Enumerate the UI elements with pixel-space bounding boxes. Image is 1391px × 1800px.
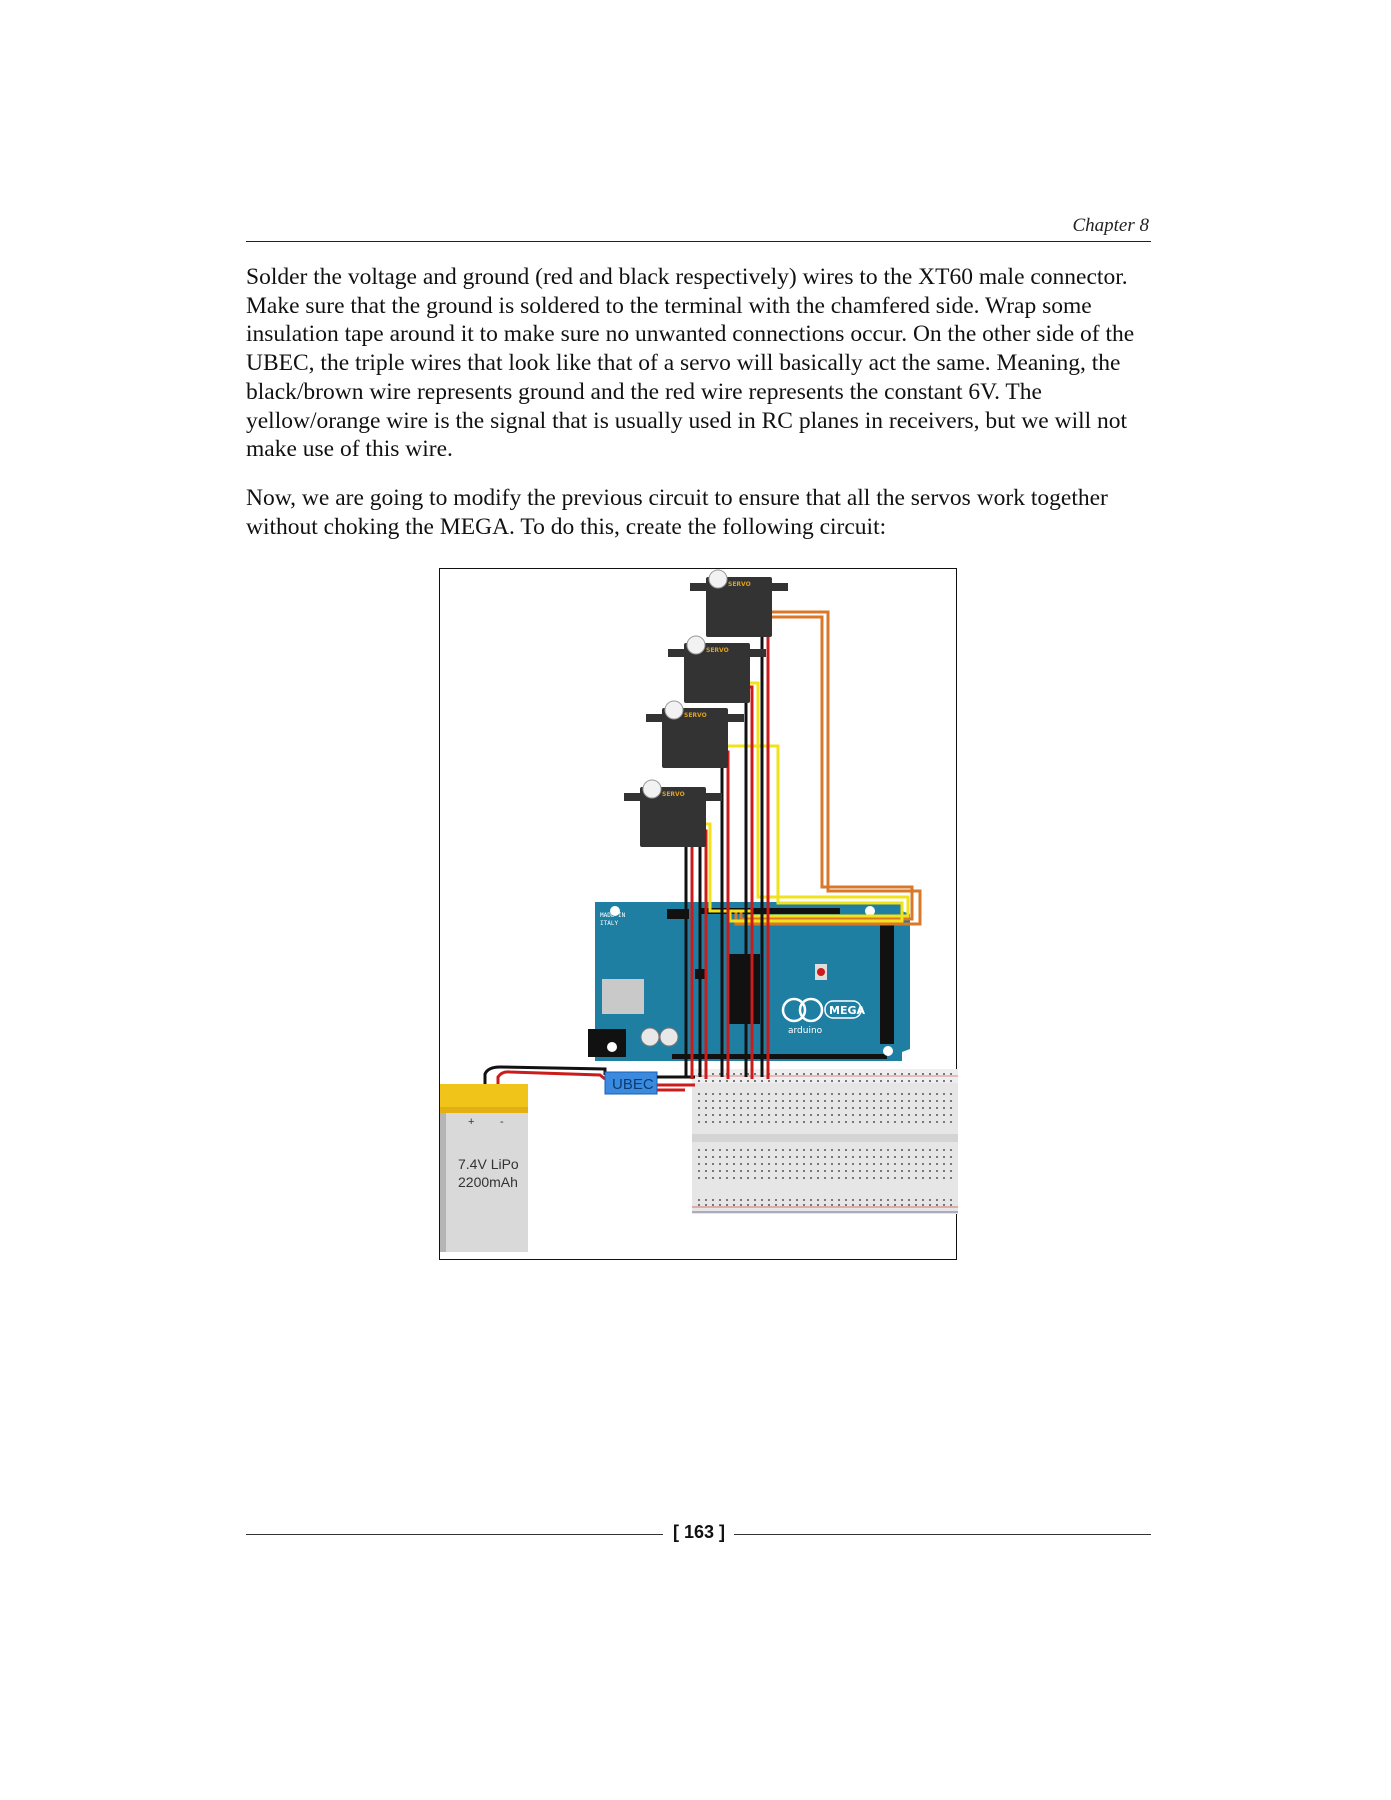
footer-rule-left [246,1534,663,1535]
page-footer [246,1522,1151,1546]
usb-connector [602,979,644,1014]
board-brand: arduino [788,1026,823,1036]
battery-plus-label: + [468,1116,475,1128]
arduino-mega-board [588,902,910,1061]
breadboard [692,1069,958,1214]
circuit-figure [439,568,957,1260]
battery-minus-label: - [500,1116,504,1128]
footer-rule-right [734,1534,1151,1535]
servo-1 [690,570,788,637]
body-paragraph-1: Solder the voltage and ground (red and black respectively) wires to the XT60 male connector. Make sure that the ground is soldered to the terminal with the chamfered side. Wrap some insulation tape around it to make sure no unwanted connections occur. On the other side of the UBEC, the triple wires that look like that of a servo will basically act the same. Meaning, the black/brown wire represents ground and the red wire represents the constant 6V. The yellow/orange wire is the signal that is usually used in RC planes in receivers, but we will not make use of this wire. [246,264,1135,463]
lipo-battery [440,1084,528,1252]
servo-2-label: SERVO [706,647,729,654]
ubec-output-wires [657,1077,695,1090]
ubec-module [605,1072,657,1094]
servo-3-label: SERVO [684,712,707,719]
servo-1-label: SERVO [728,581,751,588]
page-number: [ 163 ] [672,1522,726,1542]
chapter-label: Chapter 8 [1072,215,1149,236]
running-header [246,215,1151,242]
power-jack [588,1029,626,1057]
mcu-chip [728,954,760,1024]
circuit-diagram [440,569,958,1261]
board-made-in-line1: MADE IN [600,912,626,919]
battery-wires [485,1067,605,1084]
reset-button [817,968,825,976]
board-model: MEGA [829,1004,866,1017]
body-paragraph-2: Now, we are going to modify the previous circuit to ensure that all the servos work together without choking the MEGA. To do this, create the following circuit: [246,485,1108,540]
battery-capacity-label: 2200mAh [458,1174,518,1190]
servo-4-label: SERVO [662,791,685,798]
board-made-in-line2: ITALY [600,920,619,927]
ubec-label: UBEC [612,1076,654,1093]
battery-voltage-label: 7.4V LiPo [458,1156,519,1172]
